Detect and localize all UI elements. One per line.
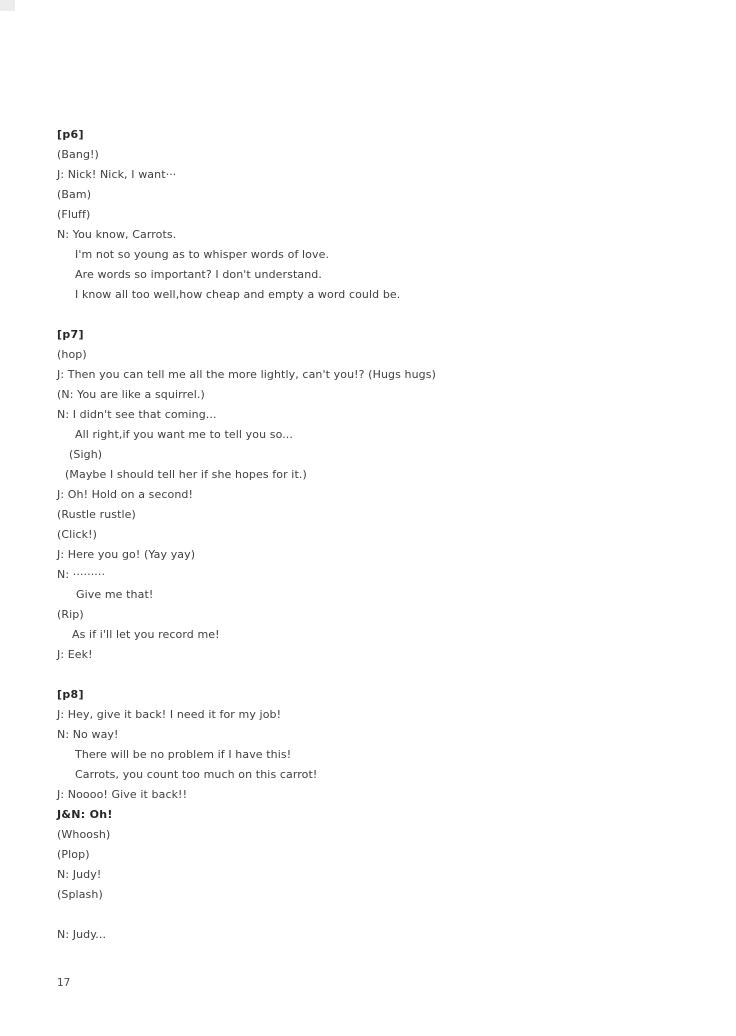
page-number: 17 <box>57 977 71 989</box>
script-line: Carrots, you count too much on this carrot! <box>75 768 318 781</box>
script-line: J&N: Oh! <box>57 808 113 821</box>
blank-line <box>57 905 696 925</box>
script-line: (Whoosh) <box>57 828 111 841</box>
script-line: N: Judy... <box>57 928 107 941</box>
script-line: J: Then you can tell me all the more lightly, can't you!? (Hugs hugs) <box>57 368 436 381</box>
script-section-p7 <box>57 325 696 665</box>
script-line: (Rip) <box>57 608 84 621</box>
script-line: J: Hey, give it back! I need it for my job! <box>57 708 282 721</box>
script-line: [p6] <box>57 128 84 141</box>
script-line: N: No way! <box>57 728 119 741</box>
script-line: Are words so important? I don't understand. <box>75 268 322 281</box>
script-line: (N: You are like a squirrel.) <box>57 388 205 401</box>
script-line: Give me that! <box>76 588 154 601</box>
script-line: (Fluff) <box>57 208 91 221</box>
script-line: As if i'll let you record me! <box>72 628 220 641</box>
script-line: [p7] <box>57 328 84 341</box>
script-line: (Bam) <box>57 188 92 201</box>
scan-artifact <box>0 0 15 11</box>
script-section-p8 <box>57 685 696 945</box>
script-line: J: Oh! Hold on a second! <box>57 488 193 501</box>
script-line: I know all too well,how cheap and empty a word could be. <box>75 288 401 301</box>
script-line: (Maybe I should tell her if she hopes for it.) <box>65 468 307 481</box>
script-line: There will be no problem if I have this! <box>75 748 292 761</box>
script-line: N: You know, Carrots. <box>57 228 177 241</box>
script-line: (Bang!) <box>57 148 99 161</box>
script-line: I'm not so young as to whisper words of love. <box>75 248 330 261</box>
script-line: J: Nick! Nick, I want··· <box>57 168 177 181</box>
script-line: J: Eek! <box>57 648 93 661</box>
script-line: N: I didn't see that coming... <box>57 408 217 421</box>
script-text <box>57 125 696 945</box>
script-line: (hop) <box>57 348 87 361</box>
script-line: (Rustle rustle) <box>57 508 136 521</box>
script-line: J: Noooo! Give it back!! <box>57 788 188 801</box>
script-line: [p8] <box>57 688 84 701</box>
script-line: (Plop) <box>57 848 90 861</box>
script-line: All right,if you want me to tell you so... <box>75 428 294 441</box>
script-section-p6 <box>57 125 696 305</box>
script-line: N: Judy! <box>57 868 102 881</box>
script-line: (Sigh) <box>69 448 103 461</box>
script-line: (Splash) <box>57 888 103 901</box>
script-line: (Click!) <box>57 528 98 541</box>
script-line: N: ········· <box>57 568 106 581</box>
script-line: J: Here you go! (Yay yay) <box>57 548 196 561</box>
